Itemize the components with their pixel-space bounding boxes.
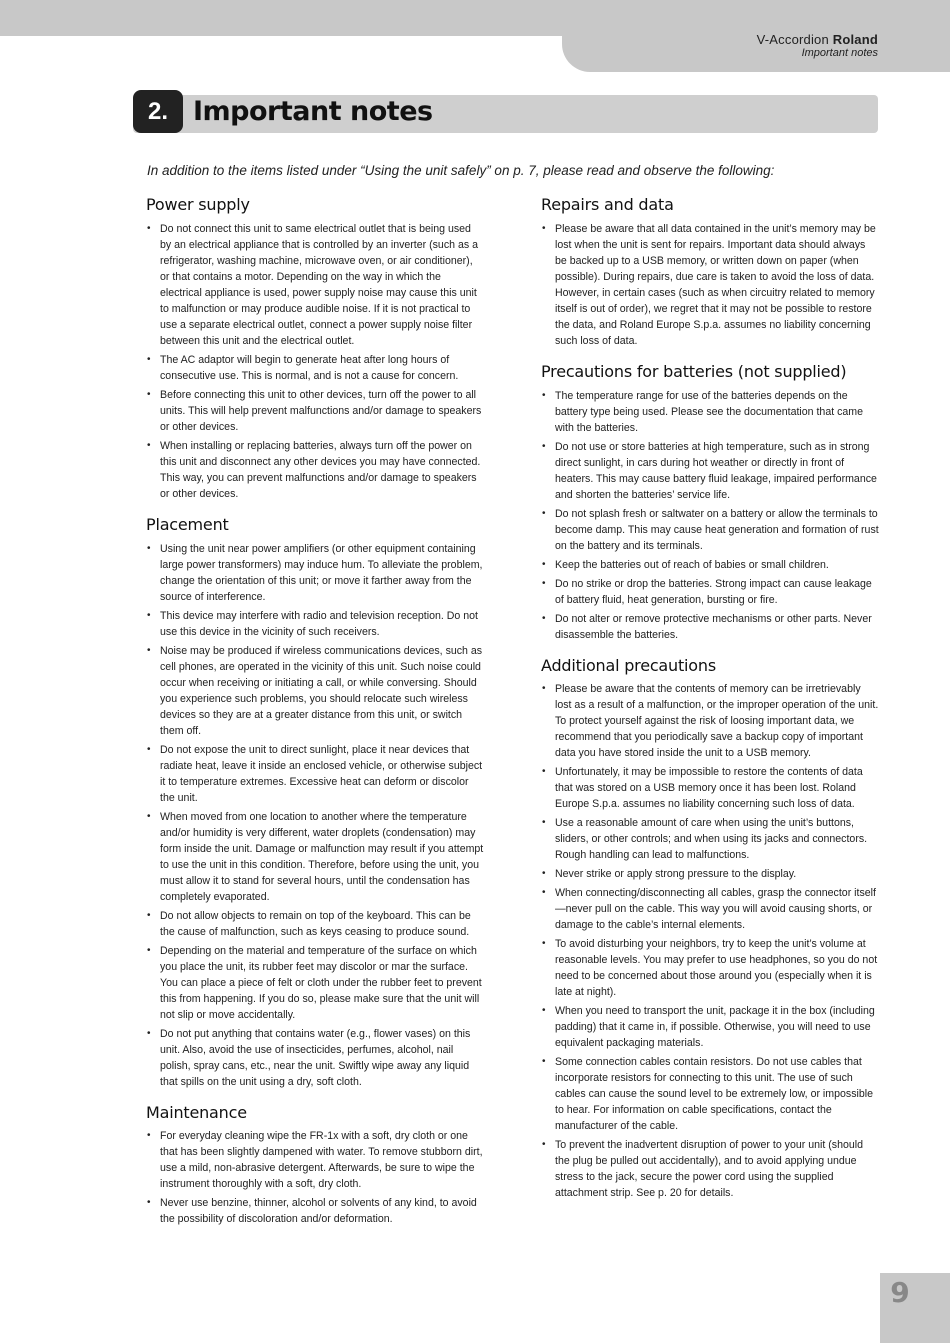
product-name: V-Accordion bbox=[756, 32, 829, 47]
running-header bbox=[757, 33, 878, 59]
right-column bbox=[541, 195, 879, 1204]
list-item: • The AC adaptor will begin to generate heat after long hours of consecutive use. This is normal, and is not a cause for concern. bbox=[146, 352, 484, 384]
list-item: • Unfortunately, it may be impossible to restore the contents of data that was stored on a USB memory once it has been lost. Roland Europe S.p.a. assumes no liability concerning such loss of data. bbox=[541, 764, 879, 812]
bullet-list-maintenance bbox=[146, 1128, 484, 1227]
list-item: • To avoid disturbing your neighbors, try to keep the unit’s volume at reasonable levels. You may prefer to use headphones, so you do not need to be concerned about those around you (especially when it is late at night). bbox=[541, 936, 879, 1000]
chapter-number: 2. bbox=[133, 90, 183, 133]
list-item: • This device may interfere with radio and television reception. Do not use this device in the vicinity of such receivers. bbox=[146, 608, 484, 640]
list-item: • Do not connect this unit to same electrical outlet that is being used by an electrical appliance that is controlled by an inverter (such as a refrigerator, washing machine, microwave oven, or air conditioner), or that contains a motor. Depending on the way in which the electrical appliance is used, power supply noise may cause this unit to malfunction or may produce audible noise. If it is not practical to use a separate electrical outlet, connect a power supply noise filter between this unit and the electrical outlet. bbox=[146, 221, 484, 349]
list-item: • Never use benzine, thinner, alcohol or solvents of any kind, to avoid the possibility of discoloration and/or deformation. bbox=[146, 1195, 484, 1227]
section-heading-maintenance: Maintenance bbox=[146, 1102, 247, 1122]
list-item: • Do not put anything that contains water (e.g., flower vases) on this unit. Also, avoid the use of insecticides, perfumes, alcohol, nail polish, spray cans, etc., near the unit. Swiftly wipe away any liquid that spills on the unit using a dry, soft cloth. bbox=[146, 1026, 484, 1090]
list-item: • Noise may be produced if wireless communications devices, such as cell phones, are operated in the vicinity of this unit. Such noise could occur when receiving or initiating a call, or while conversing. Should you experience such problems, you should relocate such wireless devices so they are at a greater distance from this unit, or switch them off. bbox=[146, 643, 484, 739]
list-item: • Use a reasonable amount of care when using the unit’s buttons, sliders, or other controls; and when using its jacks and connectors. Rough handling can lead to malfunctions. bbox=[541, 815, 879, 863]
intro-paragraph: In addition to the items listed under “Using the unit safely” on p. 7, please read and observe the following: bbox=[147, 163, 775, 178]
header-tab bbox=[562, 0, 950, 72]
list-item: • When moved from one location to another where the temperature and/or humidity is very different, water droplets (condensation) may form inside the unit. Damage or malfunction may result if you attempt to use the unit in this condition. Therefore, before using the unit, you must allow it to stand for several hours, until the condensation has completely evaporated. bbox=[146, 809, 484, 905]
running-section-title: Important notes bbox=[801, 47, 878, 59]
bullet-list-repairs-and-data bbox=[541, 221, 879, 349]
section-heading-precautions-for-batteries-not-supplied: Precautions for batteries (not supplied) bbox=[541, 361, 847, 381]
list-item: • Do not splash fresh or saltwater on a battery or allow the terminals to become damp. This may cause heat generation and formation of rust on the battery and its terminals. bbox=[541, 506, 879, 554]
left-column bbox=[146, 195, 484, 1230]
page-title: Important notes bbox=[193, 96, 433, 127]
bullet-list-precautions-for-batteries-not-supplied bbox=[541, 388, 879, 643]
list-item: • Some connection cables contain resistors. Do not use cables that incorporate resistors for connecting to this unit. The use of such cables can cause the sound level to be extremely low, or impossible to hear. For information on cable specifications, contact the manufacturer of the cable. bbox=[541, 1054, 879, 1134]
list-item: • Please be aware that the contents of memory can be irretrievably lost as a result of a malfunction, or the improper operation of the unit. To protect yourself against the risk of loosing important data, we recommend that you periodically save a backup copy of important data you have stored inside the unit to a USB memory. bbox=[541, 681, 879, 761]
list-item: • To prevent the inadvertent disruption of power to your unit (should the plug be pulled out accidentally), and to avoid applying undue stress to the jack, secure the power cord using the supplied attachment strip. See p. 20 for details. bbox=[541, 1137, 879, 1201]
list-item: • The temperature range for use of the batteries depends on the battery type being used. Please see the documentation that came with the batteries. bbox=[541, 388, 879, 436]
page-number: 9 bbox=[890, 1276, 910, 1309]
section-heading-power-supply: Power supply bbox=[146, 195, 250, 214]
list-item: • Do not use or store batteries at high temperature, such as in strong direct sunlight, in cars during hot weather or directly in front of heaters. This may cause battery fluid leakage, impaired performance and shorten the batteries’ service life. bbox=[541, 439, 879, 503]
list-item: • When connecting/disconnecting all cables, grasp the connector itself—never pull on the cable. This way you will avoid causing shorts, or damage to the cable’s internal elements. bbox=[541, 885, 879, 933]
brand-name: Roland bbox=[832, 32, 878, 47]
list-item: • For everyday cleaning wipe the FR-1x with a soft, dry cloth or one that has been slightly dampened with water. To remove stubborn dirt, use a mild, non-abrasive detergent. Afterwards, be sure to wipe the instrument thoroughly with a soft, dry cloth. bbox=[146, 1128, 484, 1192]
bullet-list-power-supply bbox=[146, 221, 484, 502]
list-item: • Never strike or apply strong pressure to the display. bbox=[541, 866, 879, 882]
list-item: • Using the unit near power amplifiers (or other equipment containing large power transformers) may induce hum. To alleviate the problem, change the orientation of this unit; or move it farther away from the source of interference. bbox=[146, 541, 484, 605]
list-item: • Do not expose the unit to direct sunlight, place it near devices that radiate heat, leave it inside an enclosed vehicle, or otherwise subject it to temperature extremes. Excessive heat can deform or discolor the unit. bbox=[146, 742, 484, 806]
list-item: • When you need to transport the unit, package it in the box (including padding) that it came in, if possible. Otherwise, you will need to use equivalent packaging materials. bbox=[541, 1003, 879, 1051]
bullet-list-placement bbox=[146, 541, 484, 1090]
bullet-list-additional-precautions bbox=[541, 681, 879, 1201]
list-item: • Before connecting this unit to other devices, turn off the power to all units. This will help prevent malfunctions and/or damage to speakers or other devices. bbox=[146, 387, 484, 435]
list-item: • Please be aware that all data contained in the unit’s memory may be lost when the unit is sent for repairs. Important data should always be backed up to a USB memory, or written down on paper (when possible). During repairs, due care is taken to avoid the loss of data. However, in certain cases (such as when circuitry related to memory itself is out of order), we regret that it may not be possible to restore the data, and Roland Europe S.p.a. assumes no liability concerning such loss of data. bbox=[541, 221, 879, 349]
list-item: • Do not allow objects to remain on top of the keyboard. This can be the cause of malfunction, such as keys ceasing to produce sound. bbox=[146, 908, 484, 940]
list-item: • Depending on the material and temperature of the surface on which you place the unit, its rubber feet may discolor or mar the surface. You can place a piece of felt or cloth under the rubber feet to prevent this from happening. If you do so, please make sure that the unit will not slip or move accidentally. bbox=[146, 943, 484, 1023]
section-heading-repairs-and-data: Repairs and data bbox=[541, 195, 674, 214]
section-heading-placement: Placement bbox=[146, 514, 229, 534]
product-line bbox=[757, 33, 878, 46]
list-item: • Do no strike or drop the batteries. Strong impact can cause leakage of battery fluid, heat generation, bursting or fire. bbox=[541, 576, 879, 608]
list-item: • Keep the batteries out of reach of babies or small children. bbox=[541, 557, 879, 573]
list-item: • Do not alter or remove protective mechanisms or other parts. Never disassemble the batteries. bbox=[541, 611, 879, 643]
list-item: • When installing or replacing batteries, always turn off the power on this unit and disconnect any other devices you may have connected. This way, you can prevent malfunctions and/or damage to speakers or other devices. bbox=[146, 438, 484, 502]
section-heading-additional-precautions: Additional precautions bbox=[541, 655, 716, 675]
